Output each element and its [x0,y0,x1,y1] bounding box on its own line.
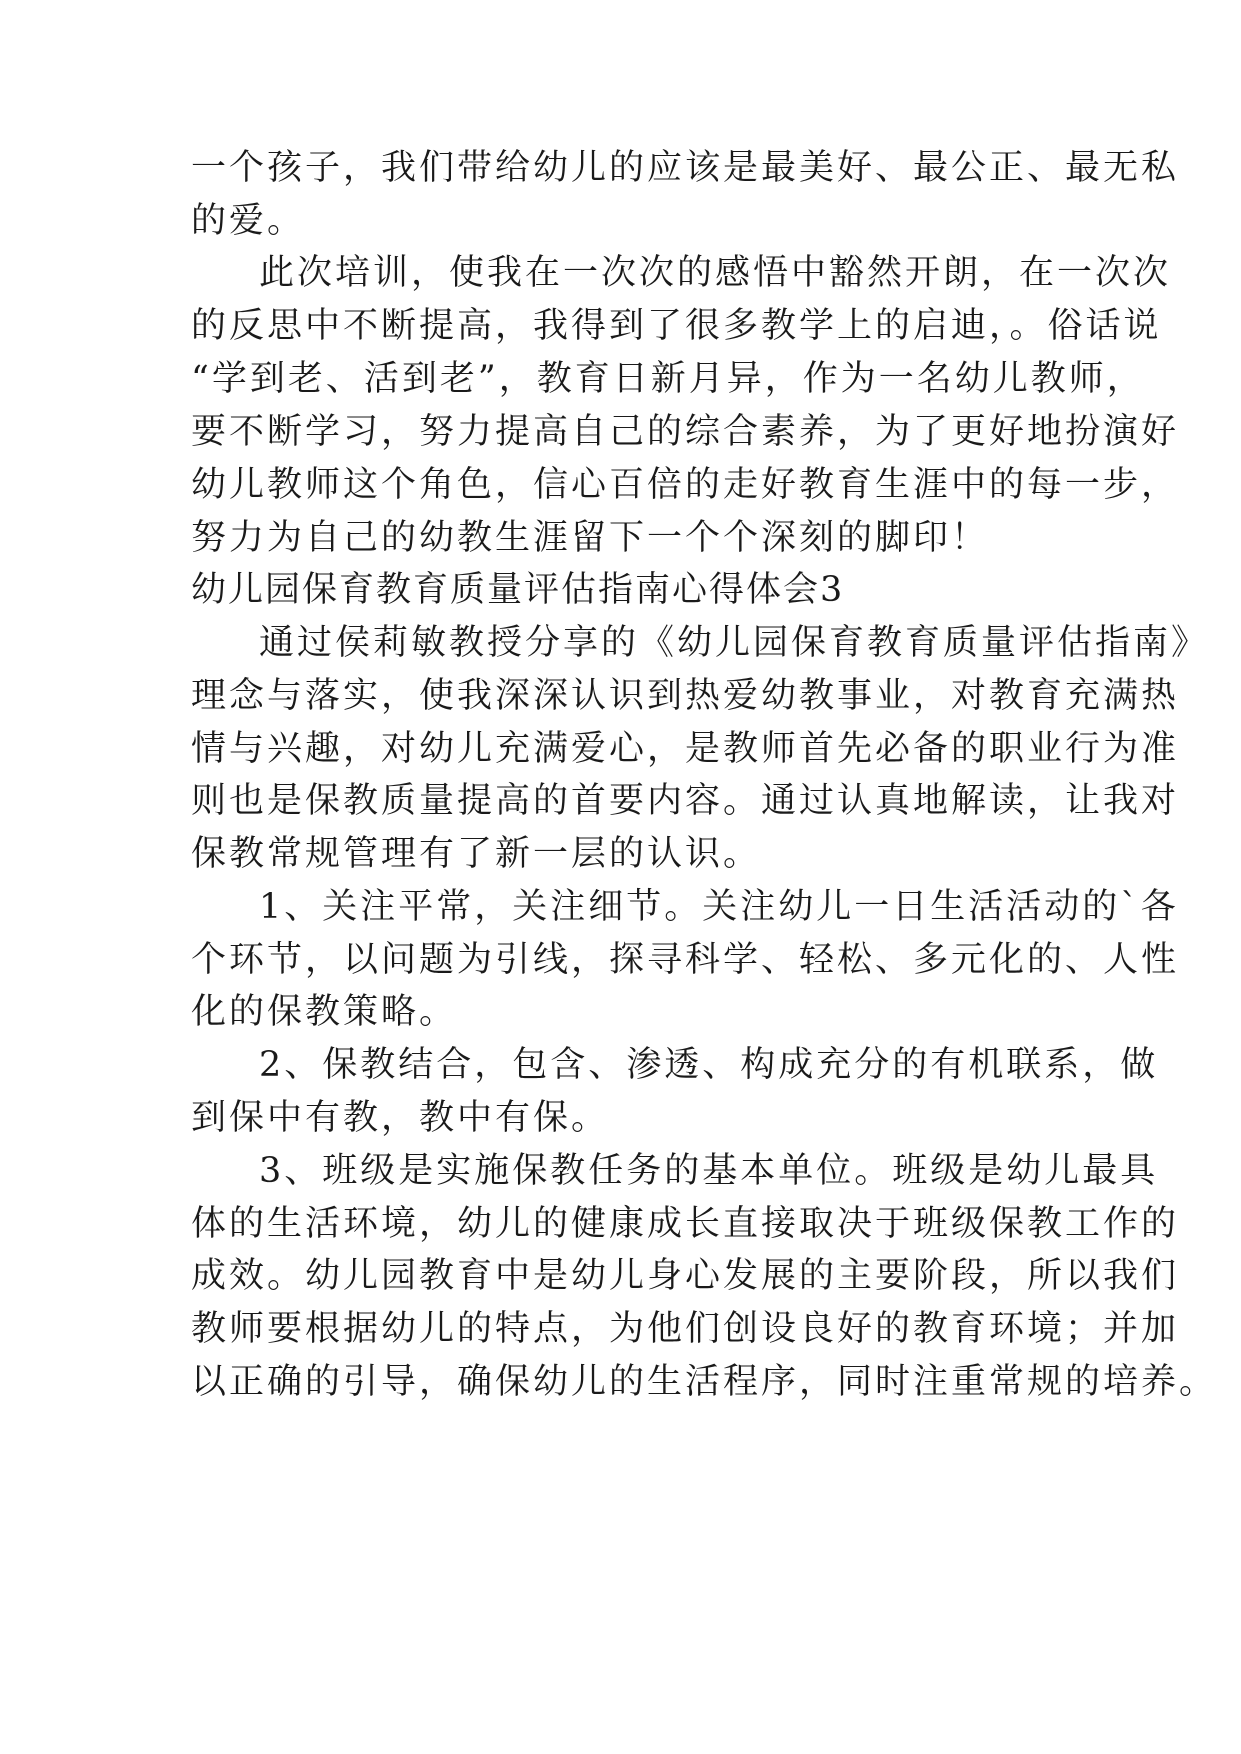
paragraph-line: 个环节，以问题为引线，探寻科学、轻松、多元化的、人性 [191,940,1180,980]
paragraph-line: 理念与落实，使我深深认识到热爱幼教事业，对教育充满热 [191,676,1180,716]
paragraph-line: 努力为自己的幼教生涯留下一个个深刻的脚印！ [191,518,990,558]
paragraph-line: 的爱。 [191,201,306,241]
paragraph-line: 一个孩子，我们带给幼儿的应该是最美好、最公正、最无私 [191,148,1180,188]
paragraph-line: 成效。幼儿园教育中是幼儿身心发展的主要阶段，所以我们 [191,1256,1180,1296]
paragraph-line: 的反思中不断提高，我得到了很多教学上的启迪，。俗话说 [191,306,1162,346]
paragraph-line: 要不断学习，努力提高自己的综合素养，为了更好地扮演好 [191,412,1180,452]
section-heading: 幼儿园保育教育质量评估指南心得体会3 [191,570,845,610]
paragraph-line: 教师要根据幼儿的特点，为他们创设良好的教育环境；并加 [191,1309,1180,1349]
paragraph-line: 此次培训，使我在一次次的感悟中豁然开朗，在一次次 [259,253,1172,293]
paragraph-line: 则也是保教质量提高的首要内容。通过认真地解读，让我对 [191,781,1180,821]
paragraph-line: 化的保教策略。 [191,992,458,1032]
paragraph-line: 保教常规管理有了新一层的认识。 [191,834,762,874]
paragraph-line: 到保中有教，教中有保。 [191,1098,610,1138]
paragraph-line: 3、班级是实施保教任务的基本单位。班级是幼儿最具 [259,1151,1159,1191]
paragraph-line: 1、关注平常，关注细节。关注幼儿一日生活活动的`各 [259,887,1179,927]
paragraph-line: 体的生活环境，幼儿的健康成长直接取决于班级保教工作的 [191,1204,1180,1244]
paragraph-line: 2、保教结合，包含、渗透、构成充分的有机联系，做 [259,1045,1159,1085]
paragraph-line: 通过侯莉敏教授分享的《幼儿园保育教育质量评估指南》 [259,623,1210,663]
paragraph-line: 幼儿教师这个角色，信心百倍的走好教育生涯中的每一步， [191,465,1180,505]
paragraph-line: 以正确的引导，确保幼儿的生活程序，同时注重常规的培养。 [191,1362,1218,1402]
paragraph-line: 情与兴趣，对幼儿充满爱心，是教师首先必备的职业行为准 [191,729,1180,769]
paragraph-line: “学到老、活到老”，教育日新月异，作为一名幼儿教师， [191,359,1145,399]
